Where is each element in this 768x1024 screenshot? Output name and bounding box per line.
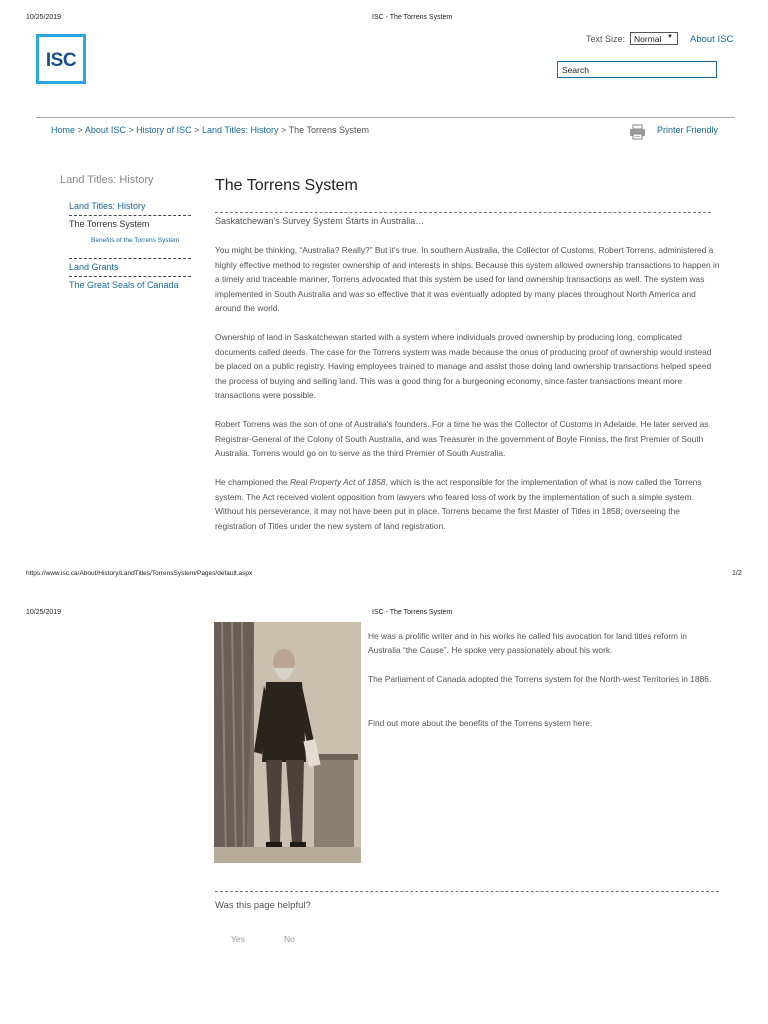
paragraph-5: He was a prolific writer and in his works he called his avocation for land titles reform in Australia “the Cause”. He spoke very passionately about his work. [368, 631, 687, 656]
search-input[interactable]: Search [557, 61, 717, 78]
benefits-link[interactable]: Find out more about the benefits of the Torrens system here. [368, 718, 593, 728]
dropdown-arrow-icon: ▼ [667, 34, 673, 40]
print-date: 10/25/2019 [26, 14, 62, 21]
breadcrumb-sep: > [128, 125, 134, 135]
breadcrumb-history[interactable]: History of ISC [136, 125, 192, 135]
printer-friendly-link[interactable]: Printer Friendly [657, 125, 719, 135]
breadcrumb-sep: > [194, 125, 200, 135]
text-size-select[interactable] [630, 32, 678, 45]
lede: Saskatchewan's Survey System Starts in Australia… [215, 216, 425, 226]
no-button[interactable]: No [284, 934, 295, 944]
sidebar-item-land-titles[interactable]: Land Titles: History [69, 201, 146, 211]
paragraph-6: The Parliament of Canada adopted the Torrens system for the North-west Territories in 1886. [368, 674, 712, 684]
title-divider [215, 212, 711, 213]
breadcrumb-land-titles[interactable]: Land Titles: History [201, 125, 279, 135]
page-title: The Torrens System [215, 177, 358, 194]
sidebar-divider [69, 276, 191, 277]
sidebar-divider [69, 258, 191, 259]
text-size-label: Text Size: [586, 34, 626, 44]
yes-button[interactable]: Yes [231, 934, 245, 944]
sidebar-item-land-grants[interactable]: Land Grants [69, 262, 119, 272]
robert-torrens-portrait [214, 622, 361, 863]
about-isc-link[interactable]: About ISC [690, 34, 734, 45]
p4-text: He championed the [215, 477, 290, 487]
sidebar-subitem-benefits[interactable]: Benefits of the Torrens System [91, 237, 180, 244]
breadcrumb-about[interactable]: About ISC [84, 125, 126, 135]
paragraph-1: You might be thinking, “Australia? Really?” But it's true. In southern Australia, the Collector of Customs, Robert Torrens, administered a highly effective method to register ownership of and interests in ships. Because this system allowed ownership transactions to happen in a timely and traceable manner, Torrens advocated that this system be used for land ownership transactions as well. The system was implemented in South Australia and was so effective that it was eventually adopted by many places throughout North America and around the world. [215, 245, 720, 314]
printer-icon[interactable] [629, 124, 646, 140]
logo-text: ISC [45, 50, 77, 71]
breadcrumb-sep: > [77, 125, 83, 135]
sidebar-title: Land Titles: History [60, 174, 154, 186]
p4-text: , which is the act responsible for the implementation of what is now called the Torrens system. The Act received violent opposition from lawyers who feared loss of work by the implementation of such a simple system. Without his perseverance, it may not have been put in place. Torrens became the first Master of Titles in 1858, overseeing the registration of Titles under the new system of land registration. [215, 477, 702, 531]
paragraph-2: Ownership of land in Saskatchewan started with a system where individuals proved ownership by producing long, complicated documents called deeds. The case for the Torrens system was made because the onus of producing proof of ownership would instead be placed on a public registry. Having employees trained to manage and assist those doing land ownership transactions helped speed the process of buying and selling land. This was a good thing for a burgeoning economy, since faster transactions meant more transactions were possible. [215, 332, 712, 401]
sidebar-item-torrens[interactable]: The Torrens System [69, 219, 150, 229]
print-url: https://www.isc.ca/About/History/LandTitles/TorrensSystem/Pages/default.aspx [26, 570, 253, 577]
text-size-value: Normal [634, 34, 662, 44]
print-page-number: 1/2 [732, 570, 742, 577]
sidebar-divider [69, 215, 191, 216]
breadcrumb [51, 125, 369, 135]
breadcrumb-sep: > [281, 125, 287, 135]
print-title: ISC - The Torrens System [372, 609, 453, 616]
paragraph-4 [215, 475, 720, 533]
sidebar-item-great-seals[interactable]: The Great Seals of Canada [69, 280, 179, 290]
helpful-question: Was this page helpful? [215, 900, 311, 911]
paragraph-3: Robert Torrens was the son of one of Australia's founders. For a time he was the Collector of Customs in Adelaide. He later served as Registrar-General of the Colony of South Australia, and was Treasurer in the government of Boyle Finniss, the first Premier of South Australia. Torrens would go on to serve as the third Premier of South Australia. [215, 419, 709, 459]
header-divider [36, 117, 735, 118]
print-date: 10/25/2019 [26, 609, 62, 616]
isc-logo[interactable] [36, 34, 86, 84]
breadcrumb-home[interactable]: Home [51, 125, 76, 135]
feedback-divider [215, 891, 719, 892]
print-title: ISC - The Torrens System [372, 14, 453, 21]
act-name: Real Property Act of 1858 [289, 477, 386, 487]
breadcrumb-current: The Torrens System [288, 125, 369, 135]
